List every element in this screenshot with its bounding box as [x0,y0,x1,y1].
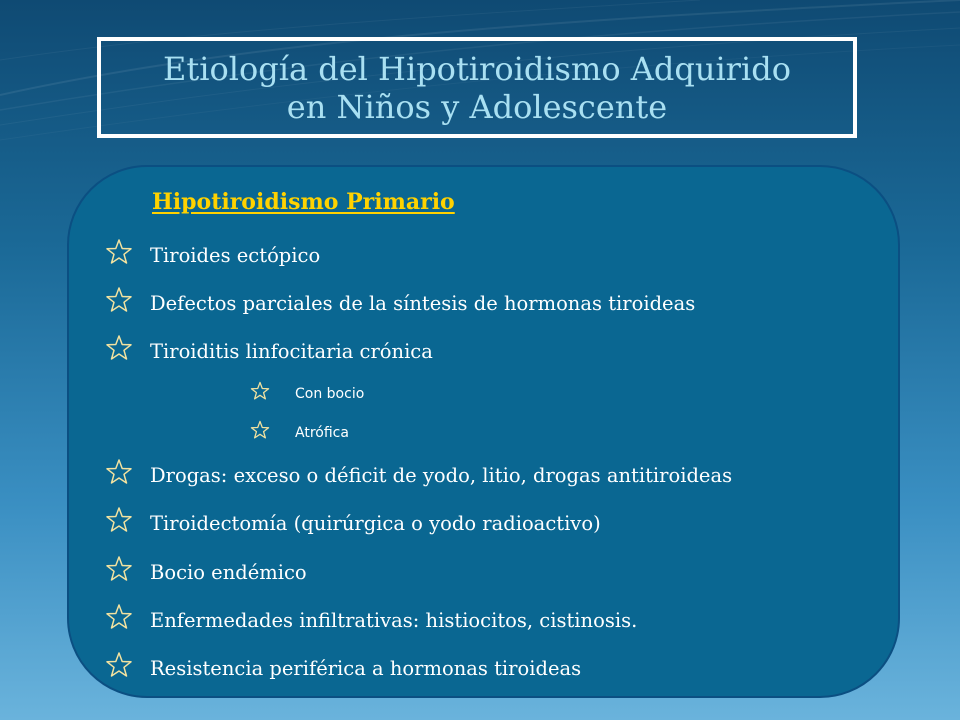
list-item [105,244,320,267]
star-outline-icon [250,420,270,440]
list-item [105,512,601,535]
list-item-text: Tiroiditis linfocitaria crónica [150,340,433,363]
list-item-text: Bocio endémico [150,561,307,584]
star-outline-icon [105,334,133,362]
sub-list-item-text: Con bocio [295,386,365,402]
sub-list-item [250,425,349,441]
star-outline-icon [105,286,133,314]
list-item-text: Defectos parciales de la síntesis de hormonas tiroideas [150,292,696,315]
list-item [105,340,433,363]
star-outline-icon [250,381,270,401]
sub-list-item [250,386,364,402]
list-item [105,561,307,584]
list-item-text: Tiroidectomía (quirúrgica o yodo radioactivo) [150,512,601,535]
star-outline-icon [105,651,133,679]
list-item [105,292,695,315]
list-item [105,657,581,680]
list-item-text: Tiroides ectópico [150,244,321,267]
star-outline-icon [105,603,133,631]
section-title: Hipotiroidismo Primario [152,189,455,215]
star-outline-icon [105,238,133,266]
list-item-text: Enfermedades infiltrativas: histiocitos, cistinosis. [150,609,638,632]
star-outline-icon [105,555,133,583]
list-item-text: Drogas: exceso o déficit de yodo, litio, drogas antitiroideas [150,464,733,487]
sub-list-item-text: Atrófica [295,425,349,441]
star-outline-icon [105,458,133,486]
list-item [105,464,732,487]
title-box [97,37,857,138]
slide-title-line-2: en Niños y Adolescente [286,87,668,126]
slide-title-line-1: Etiología del Hipotiroidismo Adquirido [163,49,791,88]
star-outline-icon [105,506,133,534]
list-item [105,609,637,632]
list-item-text: Resistencia periférica a hormonas tiroideas [150,657,582,680]
